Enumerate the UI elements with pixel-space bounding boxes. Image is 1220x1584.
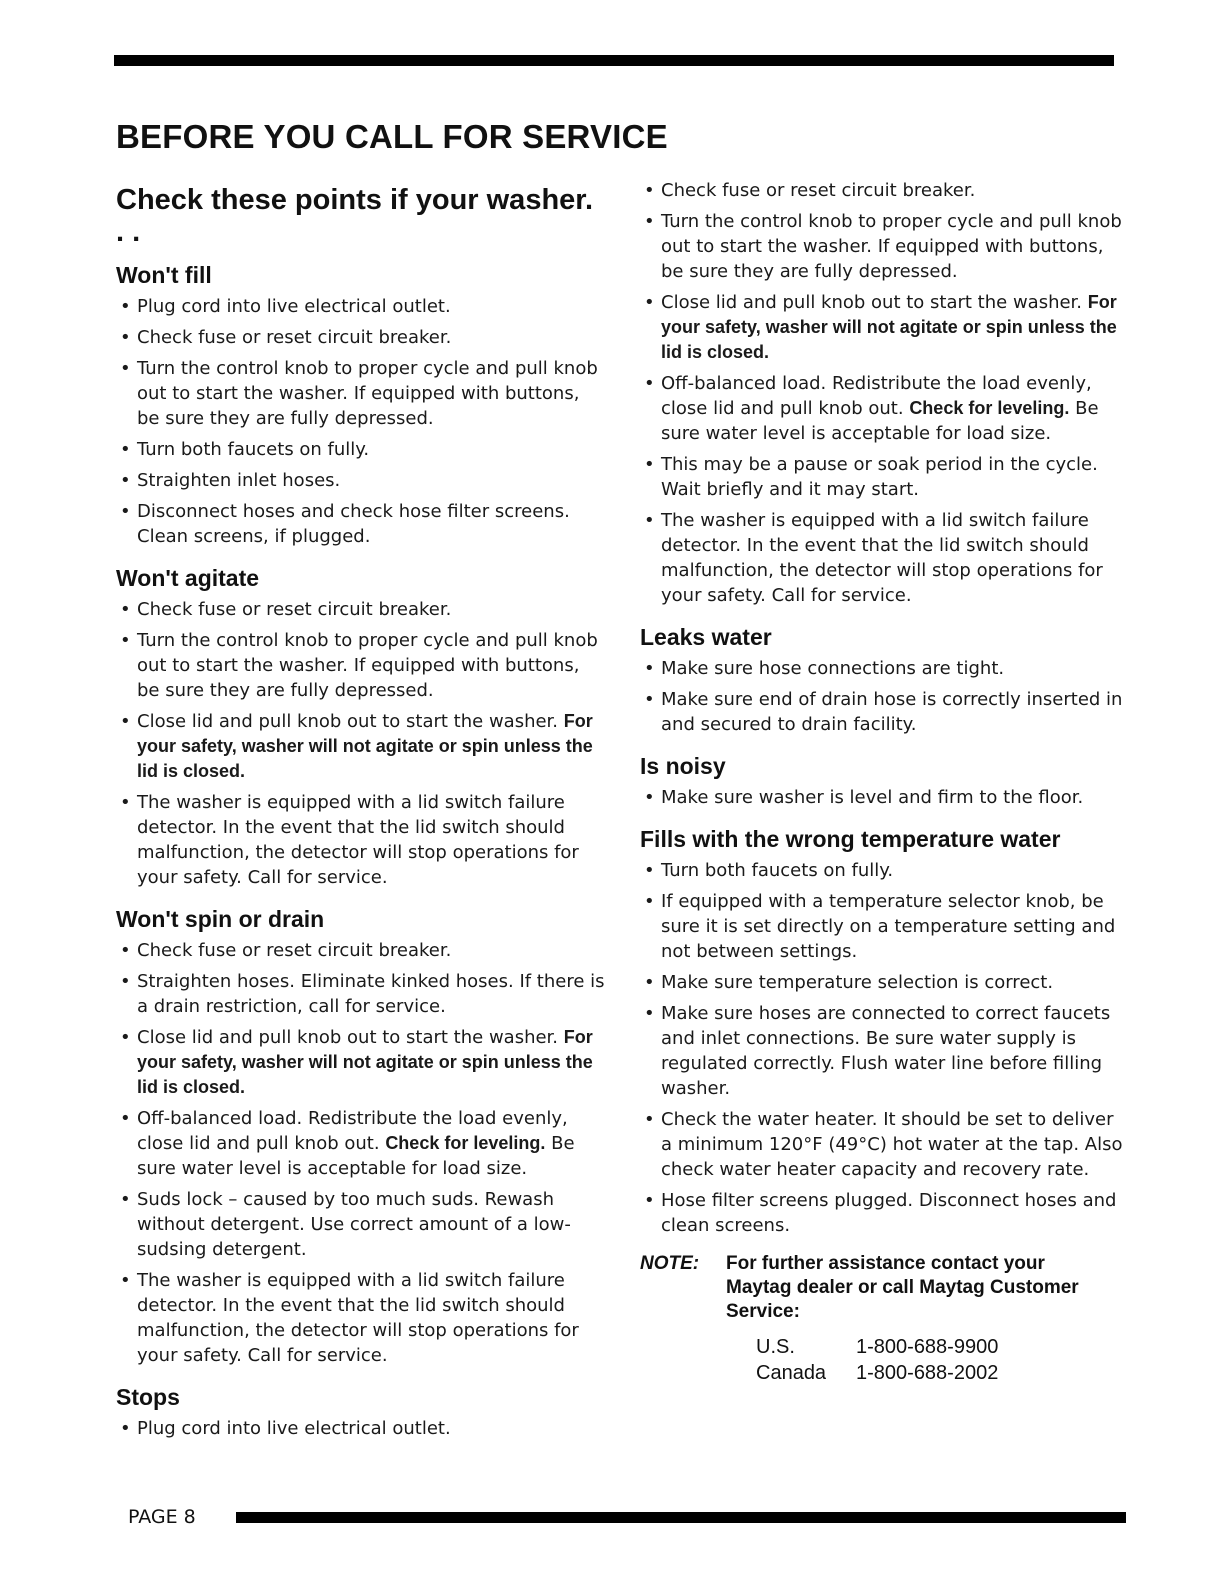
checklist	[116, 1416, 606, 1441]
troubleshoot-section	[640, 178, 1130, 608]
checklist-item	[640, 508, 1130, 608]
section-heading: Won't fill	[116, 262, 212, 288]
bottom-rule	[236, 1512, 1126, 1523]
troubleshoot-section	[116, 563, 606, 890]
checklist-item	[116, 499, 606, 549]
section-heading: Stops	[116, 1384, 180, 1410]
section-heading: Fills with the wrong temperature water	[640, 826, 1061, 852]
checklist-item	[116, 938, 606, 963]
item-text: Close lid and pull knob out to start the washer.	[137, 1027, 559, 1048]
right-sections	[640, 178, 1130, 1238]
checklist	[116, 938, 606, 1368]
item-text: Plug cord into live electrical outlet.	[137, 296, 451, 317]
item-text: Make sure hose connections are tight.	[661, 658, 1005, 679]
checklist-item	[116, 790, 606, 890]
checklist	[116, 597, 606, 890]
item-text: The washer is equipped with a lid switch failure detector. In the event that the lid switch should malfunction, the detector will stop operations for your safety. Call for service.	[137, 792, 579, 888]
subtitle: Check these points if your washer. . .	[116, 184, 594, 248]
item-text: Hose filter screens plugged. Disconnect hoses and clean screens.	[661, 1190, 1117, 1236]
section-heading: Won't spin or drain	[116, 906, 325, 932]
item-text: Turn the control knob to proper cycle and pull knob out to start the washer. If equipped with buttons, be sure they are fully depressed.	[137, 630, 598, 701]
item-emphasis: For your safety, washer will not agitate or spin unless the lid is closed.	[661, 292, 1117, 362]
checklist	[640, 858, 1130, 1238]
item-text: The washer is equipped with a lid switch failure detector. In the event that the lid switch should malfunction, the detector will stop operations for your safety. Call for service.	[137, 1270, 579, 1366]
checklist-item	[116, 597, 606, 622]
item-text: Check fuse or reset circuit breaker.	[137, 940, 452, 961]
item-emphasis: Check for leveling.	[909, 398, 1070, 418]
item-text: Turn the control knob to proper cycle and pull knob out to start the washer. If equipped with buttons, be sure they are fully depressed.	[137, 358, 598, 429]
checklist-item	[640, 889, 1130, 964]
checklist-item	[640, 656, 1130, 681]
item-emphasis: Check for leveling.	[385, 1133, 546, 1153]
item-text: Make sure washer is level and firm to the floor.	[661, 787, 1084, 808]
item-text: Straighten inlet hoses.	[137, 470, 341, 491]
checklist-item	[640, 209, 1130, 284]
checklist-item	[116, 1106, 606, 1181]
item-text: Off-balanced load. Redistribute the load evenly, close lid and pull knob out.	[661, 373, 1092, 419]
checklist-item	[640, 1107, 1130, 1182]
section-heading: Leaks water	[640, 624, 772, 650]
checklist-item	[116, 325, 606, 350]
troubleshoot-section	[640, 824, 1130, 1238]
checklist-item	[116, 709, 606, 784]
item-text: Check the water heater. It should be set to deliver a minimum 120°F (49°C) hot water at the tap. Also check water heater capacity and recovery rate.	[661, 1109, 1123, 1180]
checklist-item	[640, 970, 1130, 995]
item-text: Straighten hoses. Eliminate kinked hoses. If there is a drain restriction, call for service.	[137, 971, 605, 1017]
phone-country: U.S.	[756, 1336, 795, 1358]
item-text: Turn the control knob to proper cycle and pull knob out to start the washer. If equipped with buttons, be sure they are fully depressed.	[661, 211, 1122, 282]
checklist-item	[116, 1416, 606, 1441]
checklist-item	[116, 356, 606, 431]
checklist-item	[116, 1187, 606, 1262]
item-text-after: Be sure water level is acceptable for load size.	[661, 398, 1099, 444]
item-text: The washer is equipped with a lid switch failure detector. In the event that the lid switch should malfunction, the detector will stop operations for your safety. Call for service.	[661, 510, 1103, 606]
checklist-item	[640, 452, 1130, 502]
checklist-item	[640, 858, 1130, 883]
phone-number: 1-800-688-9900	[856, 1336, 999, 1358]
item-text: Check fuse or reset circuit breaker.	[137, 599, 452, 620]
item-text: Close lid and pull knob out to start the washer.	[661, 292, 1083, 313]
checklist-item	[640, 371, 1130, 446]
note-text: For further assistance contact your Maytag dealer or call Maytag Customer Service:	[726, 1253, 1079, 1322]
checklist-item	[640, 1001, 1130, 1101]
item-emphasis: For your safety, washer will not agitate or spin unless the lid is closed.	[137, 1027, 593, 1097]
checklist-item	[116, 969, 606, 1019]
troubleshoot-section	[640, 622, 1130, 737]
item-text: Plug cord into live electrical outlet.	[137, 1418, 451, 1439]
phone-row-canada	[756, 1360, 1130, 1386]
item-text: Make sure end of drain hose is correctly inserted in and secured to drain facility.	[661, 689, 1123, 735]
checklist	[640, 785, 1130, 810]
checklist-item	[640, 290, 1130, 365]
checklist	[116, 294, 606, 549]
troubleshoot-section	[116, 260, 606, 549]
checklist	[640, 656, 1130, 737]
phone-row-us	[756, 1334, 1130, 1360]
checklist-item	[116, 628, 606, 703]
item-text: If equipped with a temperature selector knob, be sure it is set directly on a temperature setting and not between settings.	[661, 891, 1116, 962]
right-column	[640, 178, 1130, 1386]
checklist-item	[640, 785, 1130, 810]
item-text: Check fuse or reset circuit breaker.	[661, 180, 976, 201]
checklist	[640, 178, 1130, 608]
checklist-item	[640, 178, 1130, 203]
troubleshoot-section	[116, 904, 606, 1368]
phone-list	[756, 1334, 1130, 1386]
section-heading: Is noisy	[640, 753, 726, 779]
item-text: Make sure temperature selection is correct.	[661, 972, 1054, 993]
item-text: Check fuse or reset circuit breaker.	[137, 327, 452, 348]
phone-country: Canada	[756, 1362, 827, 1384]
left-sections	[116, 260, 606, 1441]
left-column	[116, 184, 606, 1455]
page-title: BEFORE YOU CALL FOR SERVICE	[116, 118, 668, 155]
page-number: PAGE 8	[128, 1506, 196, 1528]
item-text: Close lid and pull knob out to start the washer.	[137, 711, 559, 732]
checklist-item	[116, 294, 606, 319]
checklist-item	[640, 687, 1130, 737]
checklist-item	[640, 1188, 1130, 1238]
checklist-item	[116, 1025, 606, 1100]
section-heading: Won't agitate	[116, 565, 260, 591]
checklist-item	[116, 1268, 606, 1368]
note-label: NOTE:	[640, 1253, 700, 1274]
item-text: Suds lock – caused by too much suds. Rewash without detergent. Use correct amount of a low-sudsing detergent.	[137, 1189, 571, 1260]
phone-number: 1-800-688-2002	[856, 1362, 999, 1384]
note-block	[640, 1252, 1130, 1324]
item-text: Turn both faucets on fully.	[137, 439, 370, 460]
item-text: Make sure hoses are connected to correct faucets and inlet connections. Be sure water supply is regulated correctly. Flush water line before filling washer.	[661, 1003, 1111, 1099]
troubleshoot-section	[640, 751, 1130, 810]
checklist-item	[116, 437, 606, 462]
item-text: Disconnect hoses and check hose filter screens. Clean screens, if plugged.	[137, 501, 570, 547]
checklist-item	[116, 468, 606, 493]
troubleshoot-section	[116, 1382, 606, 1441]
item-text: This may be a pause or soak period in the cycle. Wait briefly and it may start.	[661, 454, 1098, 500]
item-text: Off-balanced load. Redistribute the load evenly, close lid and pull knob out.	[137, 1108, 568, 1154]
item-text-after: Be sure water level is acceptable for load size.	[137, 1133, 575, 1179]
item-emphasis: For your safety, washer will not agitate or spin unless the lid is closed.	[137, 711, 593, 781]
item-text: Turn both faucets on fully.	[661, 860, 894, 881]
top-rule	[114, 55, 1114, 66]
